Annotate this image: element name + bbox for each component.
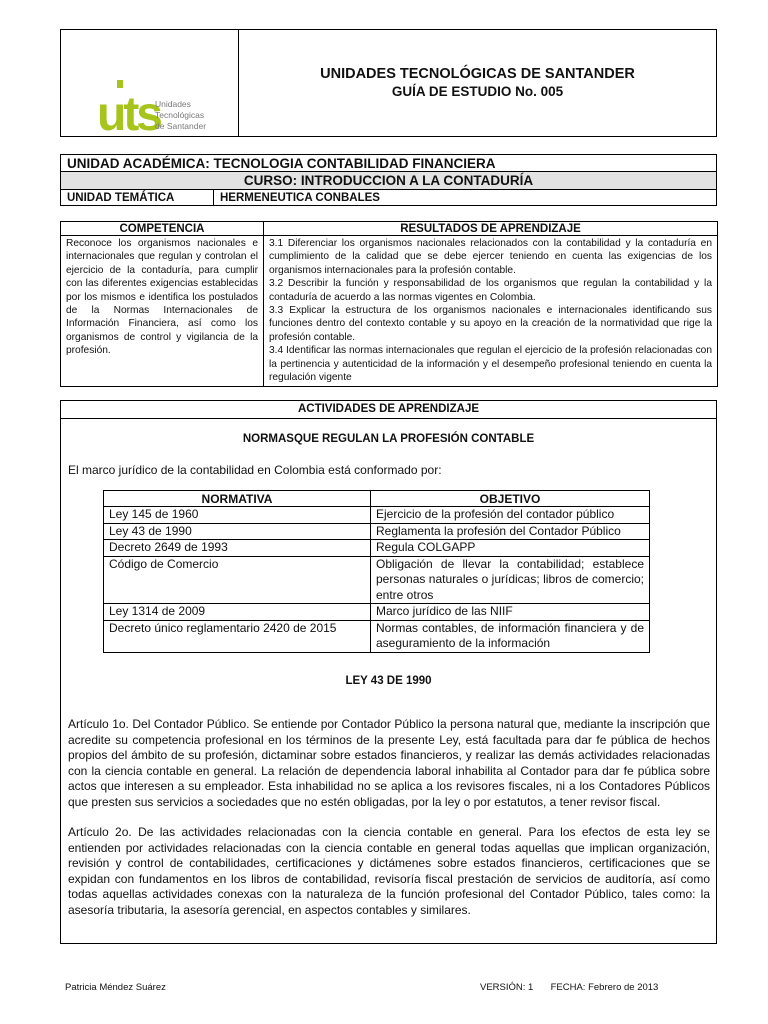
academic-unit: UNIDAD ACADÉMICA: TECNOLOGIA CONTABILIDAD FINANCIERA — [61, 155, 717, 172]
result-item: 3.2 Describir la función y responsabilidad de los organismos que regulan la contabilidad y la contaduría de acuerdo a las normas vigentes en Colombia. — [269, 278, 712, 303]
academic-unit-table — [60, 154, 717, 206]
footer-version — [480, 982, 658, 993]
regulations-table — [103, 490, 650, 653]
norma-cell: Decreto único reglamentario 2420 de 2015 — [104, 620, 371, 652]
logo-subtitle-line-2: Tecnológicas — [155, 110, 205, 120]
table-row — [104, 507, 650, 524]
learning-activities — [60, 400, 717, 944]
objetivo-cell: Normas contables, de información financiera y de aseguramiento de la información — [371, 620, 650, 652]
table-row — [104, 523, 650, 540]
objetivo-cell: Reglamenta la profesión del Contador Público — [371, 523, 650, 540]
law-title: LEY 43 DE 1990 — [345, 675, 432, 687]
objetivo-cell: Obligación de llevar la contabilidad; establece personas naturales o jurídicas; libros de comercio; entre otros — [371, 556, 650, 604]
competence-table — [60, 221, 718, 387]
article-1: Artículo 1o. Del Contador Público. Se entiende por Contador Público la persona natural que, mediante la inscripción que acredite su competencia profesional en los términos de la presente Ley, está facultada para dar fe pública de hechos propios del ámbito de su profesión, dictaminar sobre estados financieros, y realizar las demás actividades relacionadas con la ciencia contable en general. La relación de dependencia laboral inhabilita al Contador para dar fe pública sobre actos que interesen a su empleador. Esta inhabilidad no se aplica a los revisores fiscales, ni a los Contadores Públicos que presten sus servicios a sociedades que no estén obligadas, por la ley o por estatutos, a tener revisor fiscal. — [68, 717, 710, 809]
uts-logo — [61, 30, 238, 136]
activities-header: ACTIVIDADES DE APRENDIZAJE — [61, 401, 716, 419]
competence-text: Reconoce los organismos nacionales e internacionales que regulan y controlan el ejercicio de la contaduría, para cumplir con las diferentes exigencias establecidas por los mismos e identifica los postulados de la Normas Internacionales de Información Financiera, así como los organismos de control y vigilancia de la profesión. — [61, 236, 264, 387]
course-title: CURSO: INTRODUCCION A LA CONTADURÍA — [61, 172, 717, 190]
version-label: VERSIÓN: 1 — [480, 982, 534, 993]
institution-title: UNIDADES TECNOLÓGICAS DE SANTANDER — [320, 66, 635, 82]
section-title: NORMASQUE REGULAN LA PROFESIÓN CONTABLE — [242, 433, 535, 445]
competence-header: COMPETENCIA — [61, 222, 264, 236]
table-row — [104, 556, 650, 604]
column-header-normativa: NORMATIVA — [104, 491, 371, 507]
table-row — [104, 540, 650, 557]
objetivo-cell: Marco jurídico de las NIIF — [371, 604, 650, 621]
column-header-objetivo: OBJETIVO — [371, 491, 650, 507]
objetivo-cell: Regula COLGAPP — [371, 540, 650, 557]
thematic-unit-label: UNIDAD TEMÁTICA — [61, 190, 214, 206]
norma-cell: Código de Comercio — [104, 556, 371, 604]
logo-subtitle-line-3: de Santander — [155, 121, 207, 131]
result-item: 3.4 Identificar las normas internacionales que regulan el ejercicio de la profesión relacionadas con la pertinencia y autenticidad de la información y el desempeño profesional teniendo en cuenta la regulación vigente — [269, 345, 712, 384]
learning-results — [264, 236, 718, 387]
table-row — [104, 604, 650, 621]
norma-cell: Ley 1314 de 2009 — [104, 604, 371, 621]
thematic-unit-value: HERMENEUTICA CONBALES — [214, 190, 717, 206]
result-item: 3.3 Explicar la estructura de los organismos nacionales e internacionales identificando sus funciones dentro del contexto contable y su apoyo en la creación de la normatividad que rige la profesión contable. — [269, 305, 712, 343]
logo-cell — [61, 30, 239, 136]
result-item: 3.1 Diferenciar los organismos nacionales relacionados con la contabilidad y la contaduría en cumplimiento de la calidad que se debe ejercer teniendo en cuenta las exigencias de los organismos internacionales para la profesión contable. — [269, 238, 712, 276]
guide-title: GUÍA DE ESTUDIO No. 005 — [391, 84, 564, 99]
objetivo-cell: Ejercicio de la profesión del contador público — [371, 507, 650, 524]
article-2: Artículo 2o. De las actividades relacionadas con la ciencia contable en general. Para los efectos de esta ley se entienden por actividades relacionadas con la ciencia contable en general todas aquellas que implican organización, revisión y control de contabilidades, certificaciones y dictámenes sobre estados financieros, certificaciones que se expidan con fundamentos en los libros de contabilidad, revisoría fiscal prestación de servicios de auditoría, así como todas aquellas actividades conexas con la naturaleza de la función profesional del Contador Público, tales como: la asesoría tributaria, la asesoría gerencial, en aspectos contables y similares. — [68, 825, 710, 917]
norma-cell: Decreto 2649 de 1993 — [104, 540, 371, 557]
learning-results-header: RESULTADOS DE APRENDIZAJE — [264, 222, 718, 236]
footer-author: Patricia Méndez Suárez — [65, 982, 166, 993]
norma-cell: Ley 43 de 1990 — [104, 523, 371, 540]
intro-text: El marco jurídico de la contabilidad en Colombia está conformado por: — [68, 463, 442, 477]
date-label: FECHA: Febrero de 2013 — [550, 982, 659, 993]
document-header — [60, 29, 717, 137]
logo-mark: uts — [97, 88, 160, 136]
logo-subtitle-line-1: Unidades — [155, 99, 191, 109]
norma-cell: Ley 145 de 1960 — [104, 507, 371, 524]
table-row — [104, 620, 650, 652]
